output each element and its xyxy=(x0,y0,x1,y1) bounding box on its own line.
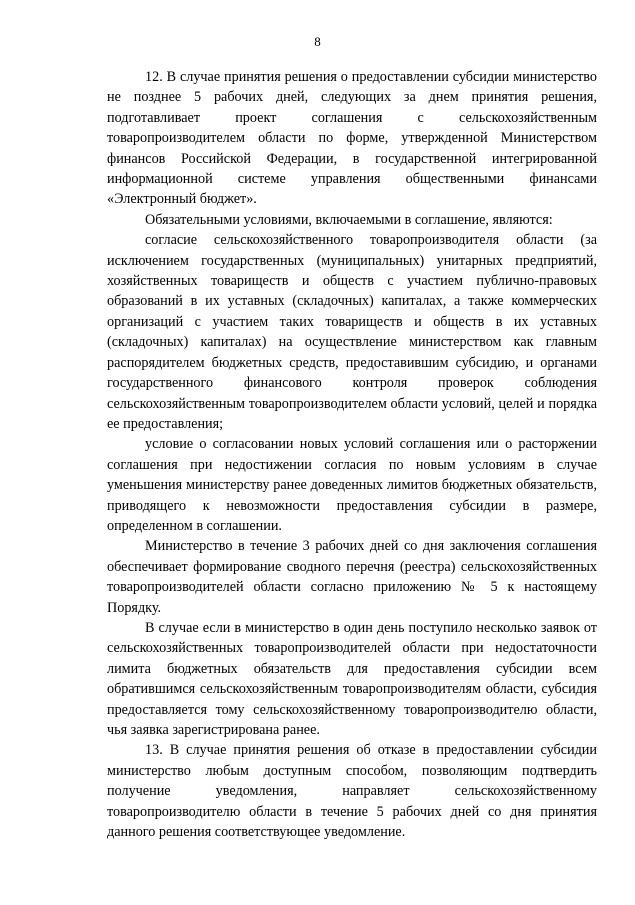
paragraph-consent-condition: согласие сельскохозяйственного товаропроизводителя области (за исключением государственных (муниципальных) унитарных предприятий, хозяйственных товариществ и обществ с участием публично-правовых образований в их уставных (складочных) капиталах, а также коммерческих организаций с участием таких товариществ и обществ в их уставных (складочных) капиталах) на осуществление министерством как главным распорядителем бюджетных средств, предоставившим субсидию, и органами государственного финансового контроля проверок соблюдения сельскохозяйственным товаропроизводителем области условий, целей и порядка ее предоставления; xyxy=(107,232,597,432)
paragraph-ministry-registry: Министерство в течение 3 рабочих дней со дня заключения соглашения обеспечивает формирование сводного перечня (реестра) сельскохозяйственных товаропроизводителей области согласно приложению № 5 к настоящему Порядку. xyxy=(107,538,597,616)
paragraph-12-subsidy-decision: 12. В случае принятия решения о предоставлении субсидии министерство не позднее 5 рабочих дней, следующих за днем принятия решения, подготавливает проект соглашения с сельскохозяйственным товаропроизводителем области по форме, утвержденной Министерством финансов Российской Федерации, в государственной интегрированной информационной системе управления общественными финансами «Электронный бюджет». xyxy=(107,69,597,208)
paragraph-mandatory-conditions: Обязательными условиями, включаемыми в соглашение, являются: xyxy=(145,211,553,228)
paragraph-new-conditions-agreement: условие о согласовании новых условий соглашения или о расторжении соглашения при недостижении согласия по новым условиям в случае уменьшения министерству ранее доведенных лимитов бюджетных обязательств, приводящего к невозможности предоставления субсидии в размере, определенном в соглашении. xyxy=(107,436,597,534)
document-body xyxy=(107,67,597,842)
paragraph-multiple-applications: В случае если в министерство в один день поступило несколько заявок от сельскохозяйственных товаропроизводителей области при недостаточности лимита бюджетных обязательств для предоставления субсидии всем обратившимся сельскохозяйственным товаропроизводителям области, субсидия предоставляется тому сельскохозяйственному товаропроизводителю области, чья заявка зарегистрирована ранее. xyxy=(107,619,597,738)
page-number: 8 xyxy=(314,34,321,49)
paragraph-13-refusal-notice: 13. В случае принятия решения об отказе в предоставлении субсидии министерство любым доступным способом, позволяющим подтвердить получение уведомления, направляет сельскохозяйственному товаропроизводителю области в течение 5 рабочих дней со дня принятия данного решения соответствующее уведомление. xyxy=(107,742,597,841)
